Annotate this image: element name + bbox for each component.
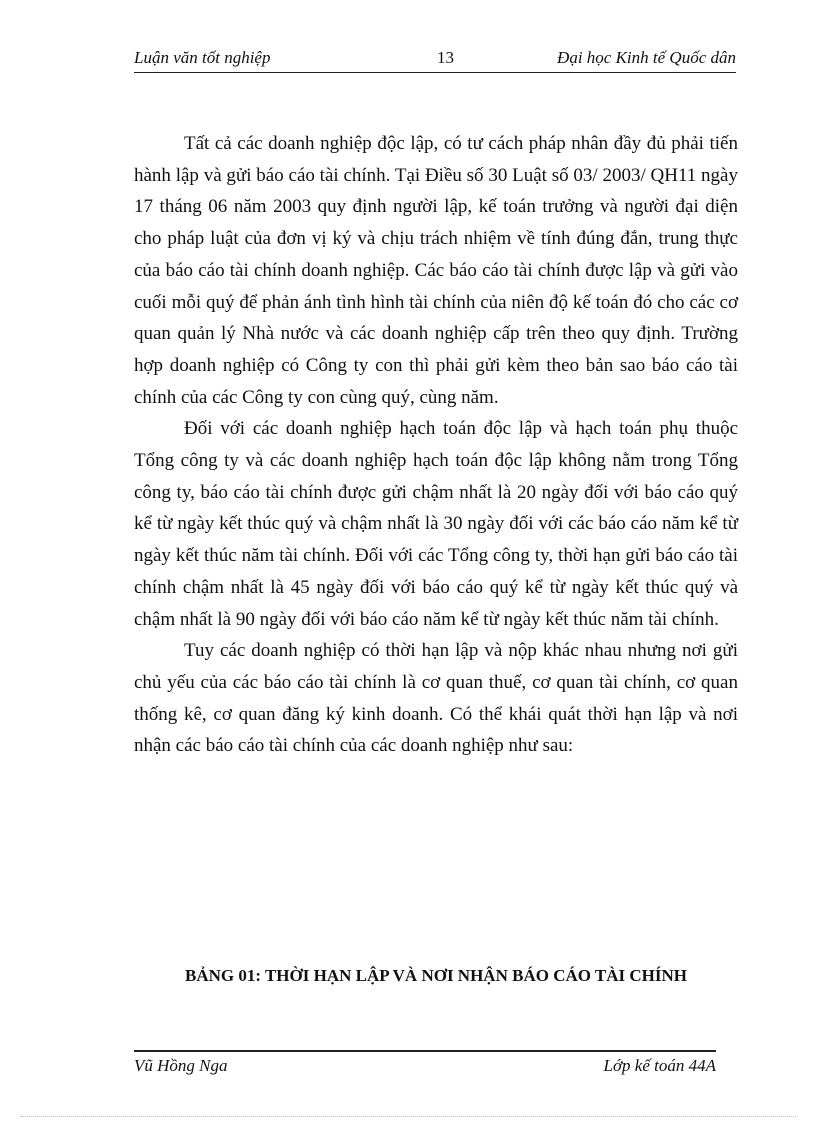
paragraph-1: Tất cả các doanh nghiệp độc lập, có tư cách pháp nhân đầy đủ phải tiến hành lập và gửi báo cáo tài chính. Tại Điều số 30 Luật số 03/ 2003/ QH11 ngày 17 tháng 06 năm 2003 quy định người lập, kế toán trưởng và người đại diện cho pháp luật của đơn vị ký và chịu trách nhiệm về tính đúng đắn, trung thực của báo cáo tài chính doanh nghiệp. Các báo cáo tài chính được lập và gửi vào cuối mỗi quý để phản ánh tình hình tài chính của niên độ kế toán đó cho các cơ quan quản lý Nhà nước và các doanh nghiệp cấp trên theo quy định. Trường hợp doanh nghiệp có Công ty con thì phải gửi kèm theo bản sao báo cáo tài chính của các Công ty con cùng quý, cùng năm. bbox=[134, 133, 738, 408]
document-body bbox=[134, 128, 738, 762]
page-footer bbox=[134, 1050, 716, 1076]
page-header bbox=[134, 46, 736, 73]
footer-class: Lớp kế toán 44A bbox=[603, 1056, 716, 1075]
paragraph-2: Đối với các doanh nghiệp hạch toán độc lập và hạch toán phụ thuộc Tổng công ty và các doanh nghiệp hạch toán độc lập không nằm trong Tổng công ty, báo cáo tài chính được gửi chậm nhất là 20 ngày đối với báo cáo quý kể từ ngày kết thúc quý và chậm nhất là 30 ngày đối với các báo cáo năm kể từ ngày kết thúc năm tài chính. Đối với các Tổng công ty, thời hạn gửi báo cáo tài chính chậm nhất là 45 ngày đối với báo cáo quý kể từ ngày kết thúc quý và chậm nhất là 90 ngày đối với báo cáo năm kể từ ngày kết thúc năm tài chính. bbox=[134, 418, 738, 630]
header-thesis-label: Luận văn tốt nghiệp bbox=[134, 48, 271, 67]
header-university: Đại học Kinh tế Quốc dân bbox=[557, 48, 736, 67]
paragraph-3: Tuy các doanh nghiệp có thời hạn lập và nộp khác nhau nhưng nơi gửi chủ yếu của các báo cáo tài chính là cơ quan thuế, cơ quan tài chính, cơ quan thống kê, cơ quan đăng ký kinh doanh. Có thể khái quát thời hạn lập và nơi nhận các báo cáo tài chính của các doanh nghiệp như sau: bbox=[134, 640, 738, 757]
table-title: BẢNG 01: THỜI HẠN LẬP VÀ NƠI NHẬN BÁO CÁO TÀI CHÍNH bbox=[184, 966, 688, 985]
footer-author: Vũ Hồng Nga bbox=[134, 1056, 228, 1075]
page-number: 13 bbox=[437, 48, 454, 67]
page-edge-divider bbox=[20, 1116, 796, 1117]
